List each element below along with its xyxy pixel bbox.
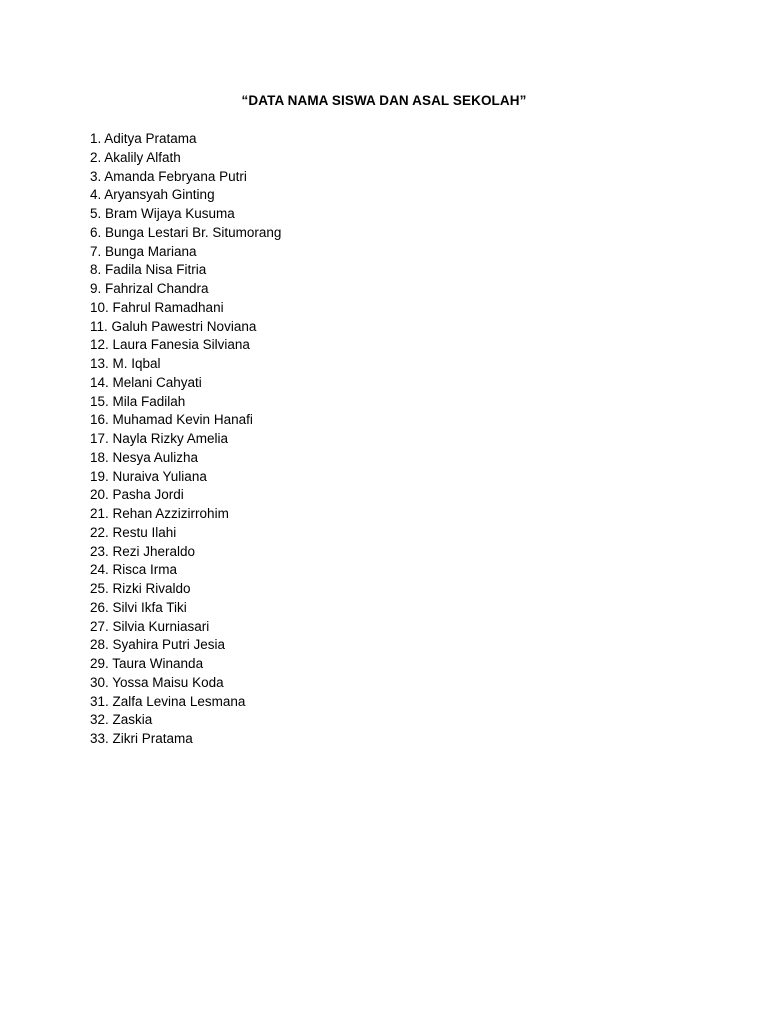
list-item: 11. Galuh Pawestri Noviana [90, 318, 257, 334]
list-item: 30. Yossa Maisu Koda [90, 674, 224, 690]
list-item: 20. Pasha Jordi [90, 487, 184, 503]
list-item: 12. Laura Fanesia Silviana [90, 337, 250, 353]
list-item: 6. Bunga Lestari Br. Situmorang [90, 224, 282, 240]
list-item: 4. Aryansyah Ginting [90, 187, 215, 203]
list-item: 23. Rezi Jheraldo [90, 543, 196, 559]
page-title: “DATA NAMA SISWA DAN ASAL SEKOLAH” [241, 93, 527, 108]
list-item: 31. Zalfa Levina Lesmana [90, 693, 246, 709]
list-item: 29. Taura Winanda [90, 656, 204, 671]
list-item: 26. Silvi Ikfa Tiki [90, 599, 187, 615]
list-item: 25. Rizki Rivaldo [90, 581, 191, 596]
list-item: 21. Rehan Azzizirrohim [90, 506, 229, 521]
list-item: 18. Nesya Aulizha [90, 449, 199, 465]
list-item: 24. Risca Irma [90, 562, 178, 578]
list-item: 7. Bunga Mariana [90, 243, 197, 259]
list-item: 28. Syahira Putri Jesia [90, 637, 226, 653]
list-item: 19. Nuraiva Yuliana [90, 468, 207, 484]
list-item: 33. Zikri Pratama [90, 731, 193, 746]
list-item: 8. Fadila Nisa Fitria [90, 262, 207, 278]
list-item: 13. M. Iqbal [90, 356, 161, 371]
list-item: 32. Zaskia [90, 712, 153, 728]
list-item: 5. Bram Wijaya Kusuma [90, 206, 235, 221]
list-item: 16. Muhamad Kevin Hanafi [90, 412, 253, 428]
list-item: 22. Restu Ilahi [90, 524, 177, 540]
list-item: 2. Akalily Alfath [90, 149, 181, 165]
list-item: 17. Nayla Rizky Amelia [90, 431, 229, 446]
student-list [90, 130, 281, 749]
list-item: 14. Melani Cahyati [90, 374, 202, 390]
list-item: 3. Amanda Febryana Putri [90, 168, 247, 184]
list-item: 27. Silvia Kurniasari [90, 618, 210, 634]
list-item: 1. Aditya Pratama [90, 131, 197, 146]
list-item: 15. Mila Fadilah [90, 393, 186, 409]
list-item: 10. Fahrul Ramadhani [90, 299, 224, 315]
list-item: 9. Fahrizal Chandra [90, 281, 209, 296]
